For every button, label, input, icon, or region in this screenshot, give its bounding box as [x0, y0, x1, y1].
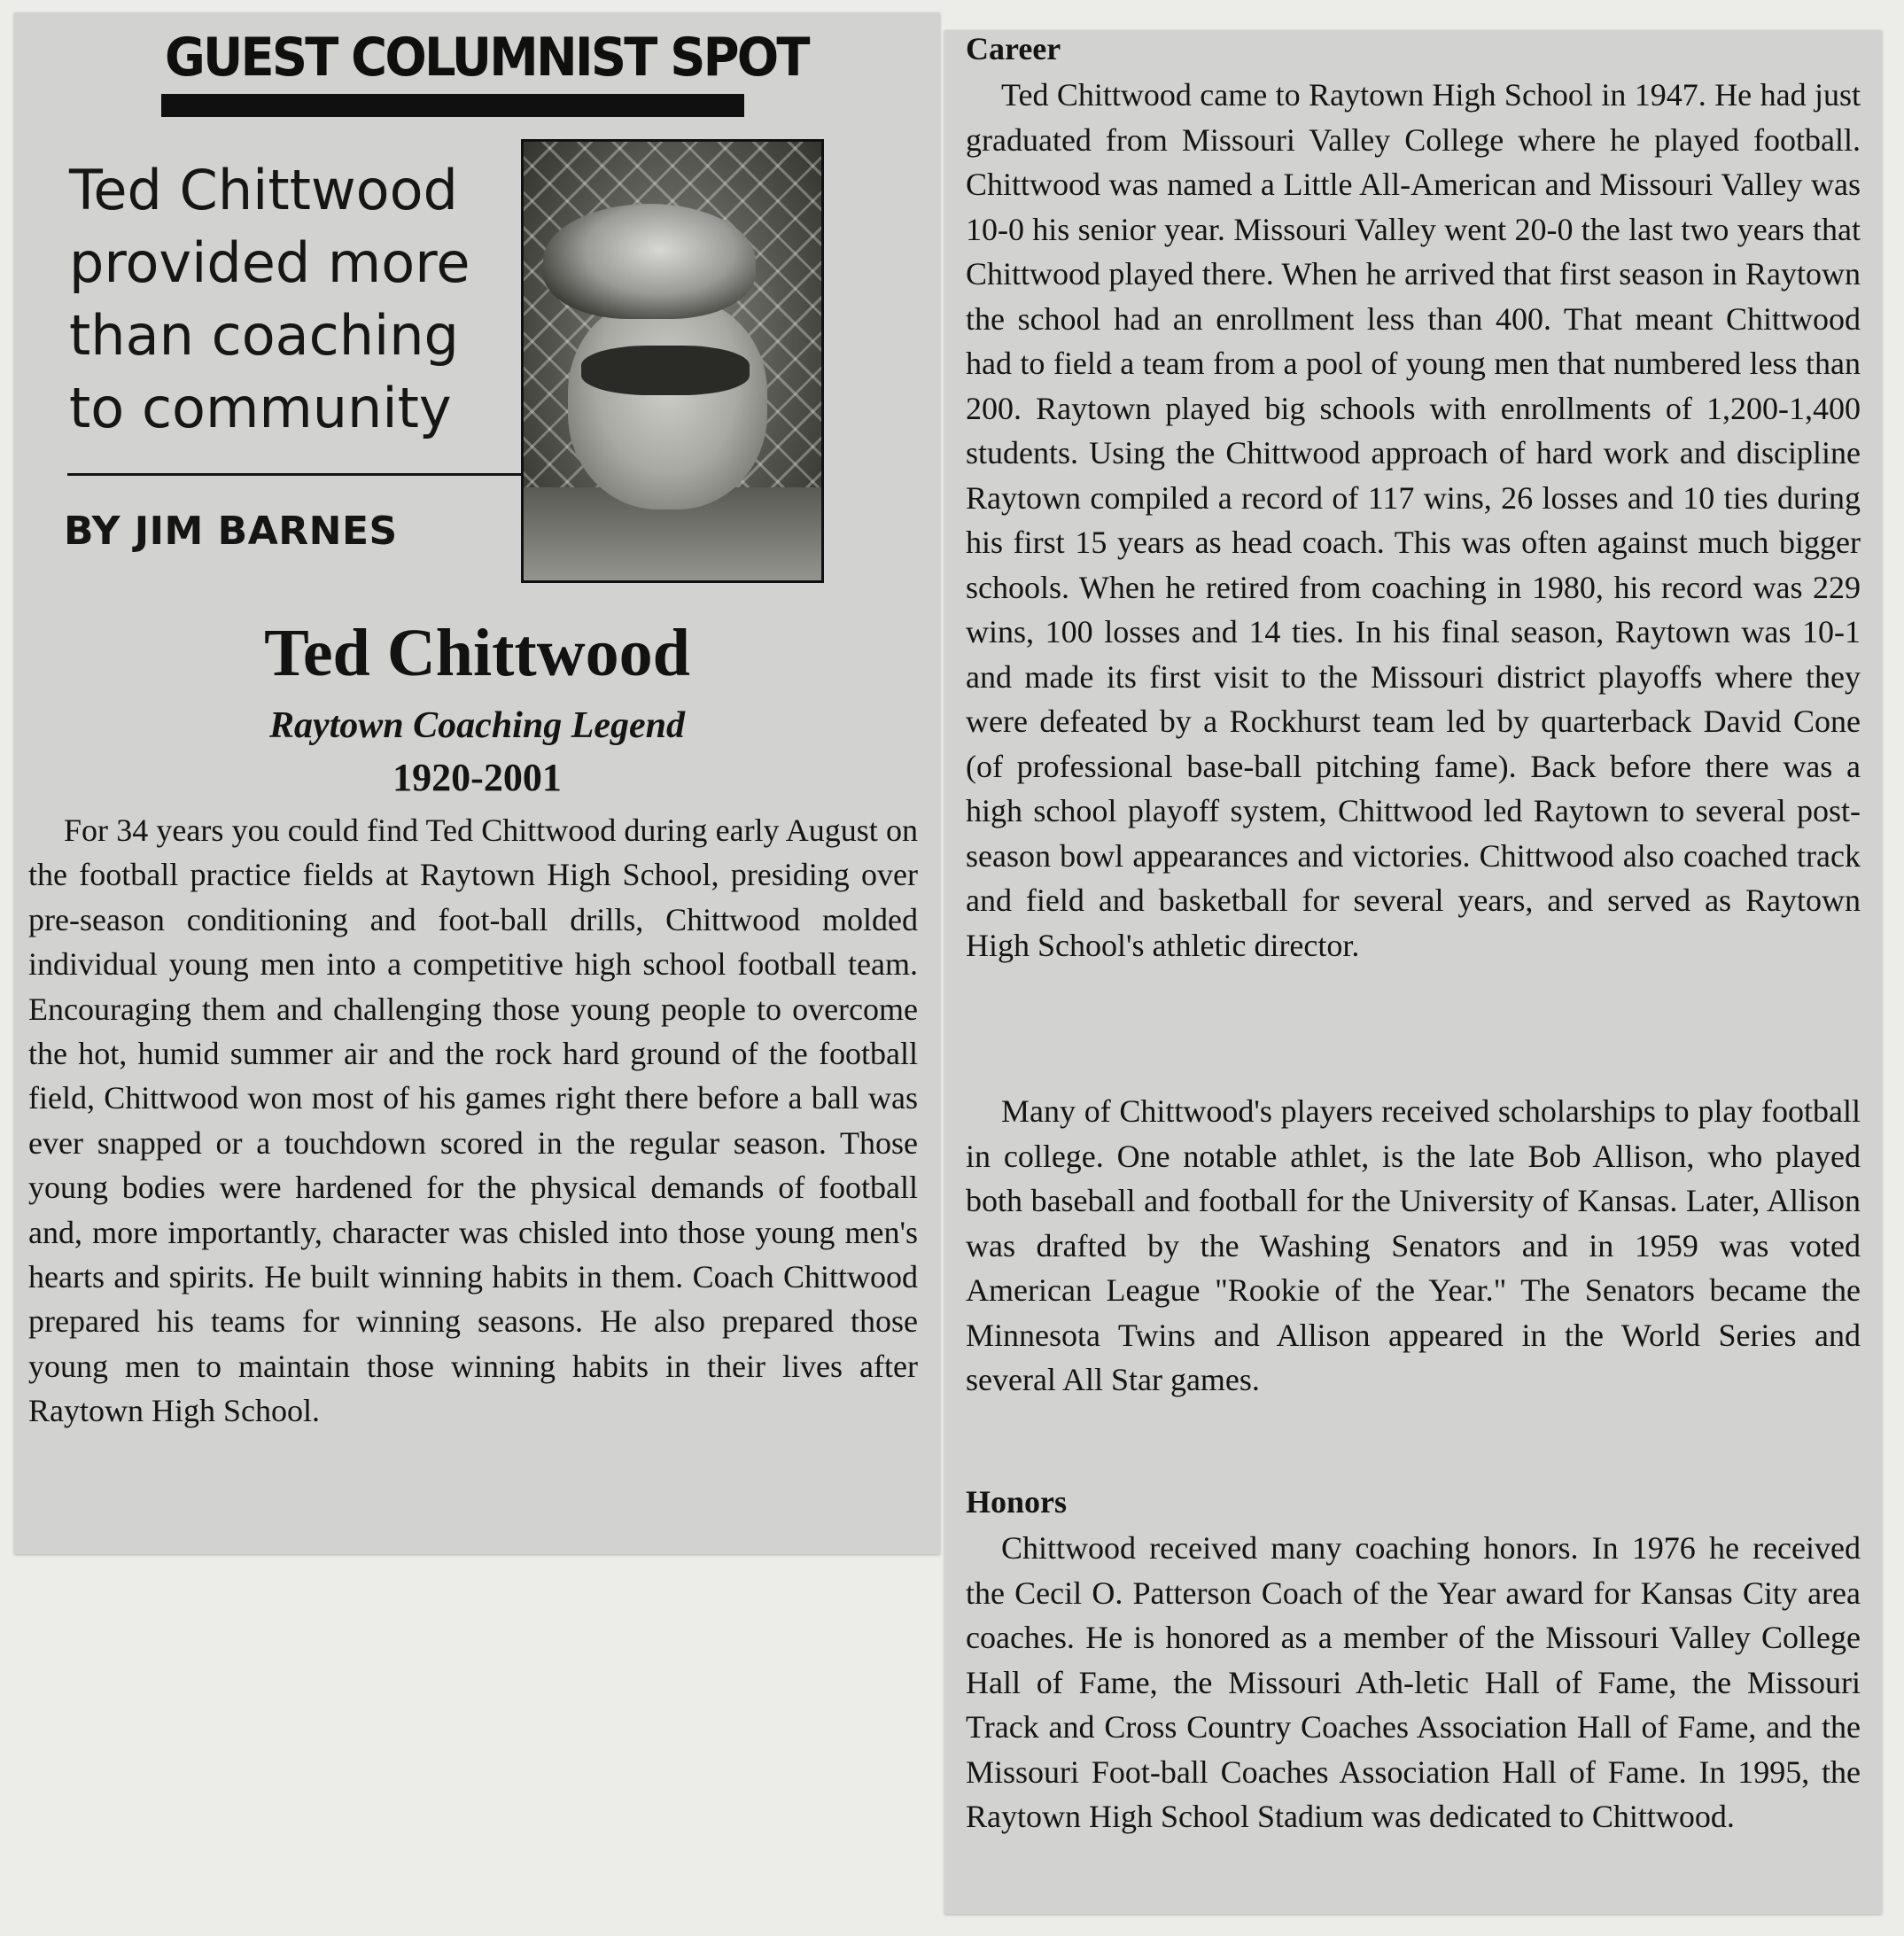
intro-paragraph: For 34 years you could find Ted Chittwood during early August on the football practice fields at Raytown High School, presiding over pre-season conditioning and foot-ball drills, Chittwood molded individual young men into a competitive high school football team. Encouraging them and challenging those young people to overcome the hot, humid summer air and the rock hard ground of the football field, Chittwood won most of his games right there before a ball was ever snapped or a touchdown scored in the regular season. Those young bodies were hardened for the physical demands of football and, more importantly, character was chisled into those young men's hearts and spirits. He built winning habits in them. Coach Chittwood prepared his teams for winning seasons. He also prepared those young men to maintain those winning habits in their lives after Raytown High School.	[28, 812, 918, 1429]
right-clipping	[944, 30, 1882, 1914]
photo-face	[568, 297, 767, 509]
life-years: 1920-2001	[392, 756, 562, 799]
kicker-rule	[161, 94, 744, 117]
portrait-photo	[521, 139, 824, 583]
photo-glasses	[581, 346, 750, 395]
column-kicker: GUEST COLUMNIST SPOT	[165, 27, 808, 89]
byline: BY JIM BARNES	[64, 509, 398, 554]
subhead: Raytown Coaching Legend	[268, 705, 686, 746]
photo-cap	[543, 204, 756, 319]
career-paragraph-2: Many of Chittwood's players received scholarships to play football in college. One notable athlet, is the late Bob Allison, who played both baseball and football for the University of Kansas. Later, Allison was drafted by the Washing Senators and in 1959 was voted American League "Rookie of the Year." The Senators became the Minnesota Twins and Allison appeared in the World Series and several All Star games.	[966, 1093, 1861, 1397]
deck-headline: Ted Chittwood provided more than coaching to community	[69, 158, 470, 440]
headline: Ted Chittwood	[264, 616, 690, 690]
left-clipping	[14, 12, 940, 1554]
career-heading: Career	[966, 31, 1061, 66]
honors-paragraph: Chittwood received many coaching honors. In 1976 he received the Cecil O. Patterson Coach of the Year award for Kansas City area coaches. He is honored as a member of the Missouri Valley College Hall of Fame, the Missouri Ath-letic Hall of Fame, the Missouri Track and Cross Country Coaches Association Hall of Fame, and the Missouri Foot-ball Coaches Association Hall of Fame. In 1995, the Raytown High School Stadium was dedicated to Chittwood.	[966, 1530, 1861, 1834]
career-paragraph-1: Ted Chittwood came to Raytown High School in 1947. He had just graduated from Missouri Valley College where he played football. Chittwood was named a Little All-American and Missouri Valley was 10-0 his senior year. Missouri Valley went 20-0 the last two years that Chittwood played there. When he arrived that first season in Raytown the school had an enrollment less than 400. That meant Chittwood had to field a team from a pool of young men that numbered less than 200. Raytown played big schools with enrollments of 1,200-1,400 students. Using the Chittwood approach of hard work and discipline Raytown compiled a record of 117 wins, 26 losses and 10 ties during his first 15 years as head coach. This was often against much bigger schools. When he retired from coaching in 1980, his record was 229 wins, 100 losses and 14 ties. In his final season, Raytown was 10-1 and made its first visit to the Missouri district playoffs where they were defeated by a Rockhurst team led by quarterback David Cone (of professional base-ball pitching fame). Back before there was a high school playoff system, Chittwood led Raytown to several post-season bowl appearances and victories. Chittwood also coached track and field and basketball for several years, and served as Raytown High School's athletic director.	[966, 77, 1861, 963]
honors-heading: Honors	[966, 1484, 1068, 1520]
deck-rule	[67, 473, 528, 476]
